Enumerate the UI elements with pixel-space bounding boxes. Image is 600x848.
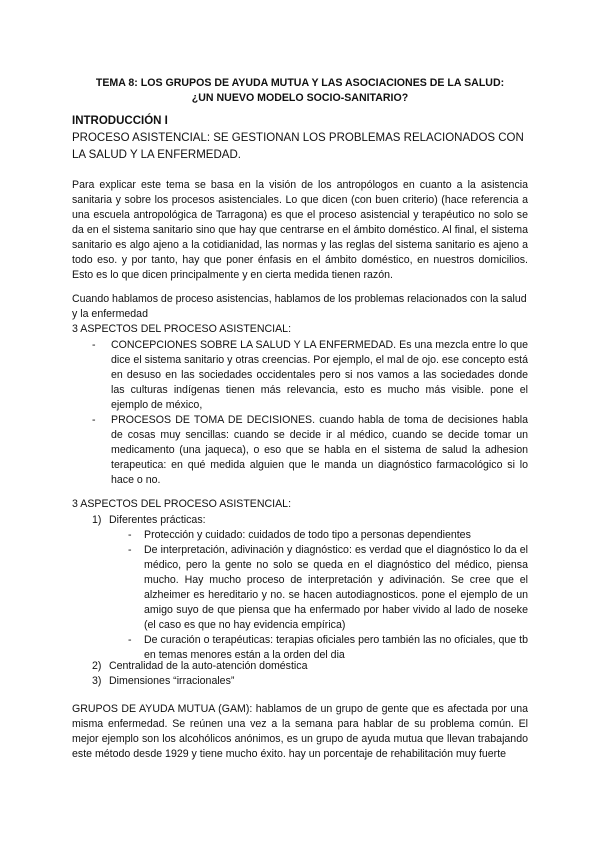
list-item-text: PROCESOS DE TOMA DE DECISIONES. cuando habla de toma de decisiones habla de cosas muy sencillas: cuando se decide ir al médico, cuando se decide tomar un medicamento (una jaqueca), o eso que se habla en el sistema de salud la adhesion terapeutica: en qué medida alguien que le manda un diagnóstico farmacológico si lo hace o no. <box>111 414 528 486</box>
intro-heading: INTRODUCCIÓN I <box>72 115 168 127</box>
title-line-2: ¿UN NUEVO MODELO SOCIO-SANITARIO? <box>191 92 409 104</box>
list-item <box>128 543 528 633</box>
list-item <box>92 338 528 413</box>
list-item-text: Centralidad de la auto-atención doméstica <box>109 660 308 672</box>
list-number: 3) <box>92 675 102 687</box>
intro-subtitle: PROCESO ASISTENCIAL: SE GESTIONAN LOS PROBLEMAS RELACIONADOS CON LA SALUD Y LA ENFERMEDAD. <box>72 132 524 161</box>
bullet-dash: - <box>92 339 96 351</box>
list-item <box>92 674 528 689</box>
gam-paragraph: GRUPOS DE AYUDA MUTUA (GAM): hablamos de un grupo de gente que es afectada por una misma enfermedad. Se reúnen una vez a la semana para hablar de su problema común. El mejor ejemplo son los alcohólicos anónimos, es un grupo de ayuda mutua que llevan trabajando este método desde 1929 y tiene mucho éxito. hay un porcentaje de rehabilitación muy fuerte <box>72 703 528 760</box>
bullet-dash: - <box>92 414 96 426</box>
list-item-text: CONCEPCIONES SOBRE LA SALUD Y LA ENFERMEDAD. Es una mezcla entre lo que dice el sistema sanitario y otras creencias. Por ejemplo, el mal de ojo. ese concepto está en desuso en las sociedades occidentales pero si nos vamos a las sociedades donde las culturas indígenas tienen más relevancia, esto es mucho más visible. pone el ejemplo de méxico, <box>111 339 528 411</box>
list-item <box>128 528 528 543</box>
intro-paragraph: Para explicar este tema se basa en la visión de los antropólogos en cuanto a la asistencia sanitaria y sobre los procesos asistenciales. Lo que dicen (con buen criterio) (hace referencia a una escuela antropológica de Tarragona) es que el proceso asistencial y terapéutico no solo se da en el sistema sanitario sino que hay que centrarse en el ámbito doméstico. Al final, el sistema sanitario es algo ajeno a la cotidianidad, las normas y las reglas del sistema sanitario es ajeno a todo eso. y por tanto, hay que poner énfasis en el ámbito doméstico, en nuestros domicilios. Esto es lo que dicen principalmente y en cierta medida tienen razón. <box>72 179 528 281</box>
document-title <box>72 76 528 106</box>
bullet-dash: - <box>128 544 132 556</box>
list-item-text: Diferentes prácticas: <box>109 514 206 526</box>
list-number: 1) <box>92 514 102 526</box>
list-item-text: De curación o terapéuticas: terapias oficiales pero también las no oficiales, que tb en temas menores están a la orden del dia <box>144 634 528 661</box>
aspects-list-1 <box>92 338 528 488</box>
title-line-1: TEMA 8: LOS GRUPOS DE AYUDA MUTUA Y LAS ASOCIACIONES DE LA SALUD: <box>95 77 505 89</box>
aspects-heading-2: 3 ASPECTOS DEL PROCESO ASISTENCIAL: <box>72 498 292 510</box>
list-item-text: Dimensiones “irracionales” <box>109 675 235 687</box>
aspects-heading-1: 3 ASPECTOS DEL PROCESO ASISTENCIAL: <box>72 323 292 335</box>
numbered-items-2-3 <box>92 659 528 689</box>
list-item <box>92 659 528 674</box>
bullet-dash: - <box>128 634 132 646</box>
numbered-item-1 <box>92 513 528 528</box>
list-item-text: Protección y cuidado: cuidados de todo tipo a personas dependientes <box>144 529 471 541</box>
health-paragraph: Cuando hablamos de proceso asistencias, hablamos de los problemas relacionados con la salud y la enfermedad <box>72 293 527 320</box>
list-item-text: De interpretación, adivinación y diagnóstico: es verdad que el diagnóstico lo da el médico, pero la gente no solo se queda en el diagnóstico del médico, piensa mucho. Hay mucho proceso de interpretación y adivinación. Se cree que el alzheimer es hereditario y no. se hacen autodiagnosticos. pone el ejemplo de un amigo suyo de que piensa que ha enfermado por haber vivido al lado de noseke (el caso es que no hay evidencia empírica) <box>144 544 528 631</box>
list-item <box>92 413 528 488</box>
bullet-dash: - <box>128 529 132 541</box>
list-number: 2) <box>92 660 102 672</box>
list-item <box>92 513 528 528</box>
practices-list <box>128 528 528 663</box>
